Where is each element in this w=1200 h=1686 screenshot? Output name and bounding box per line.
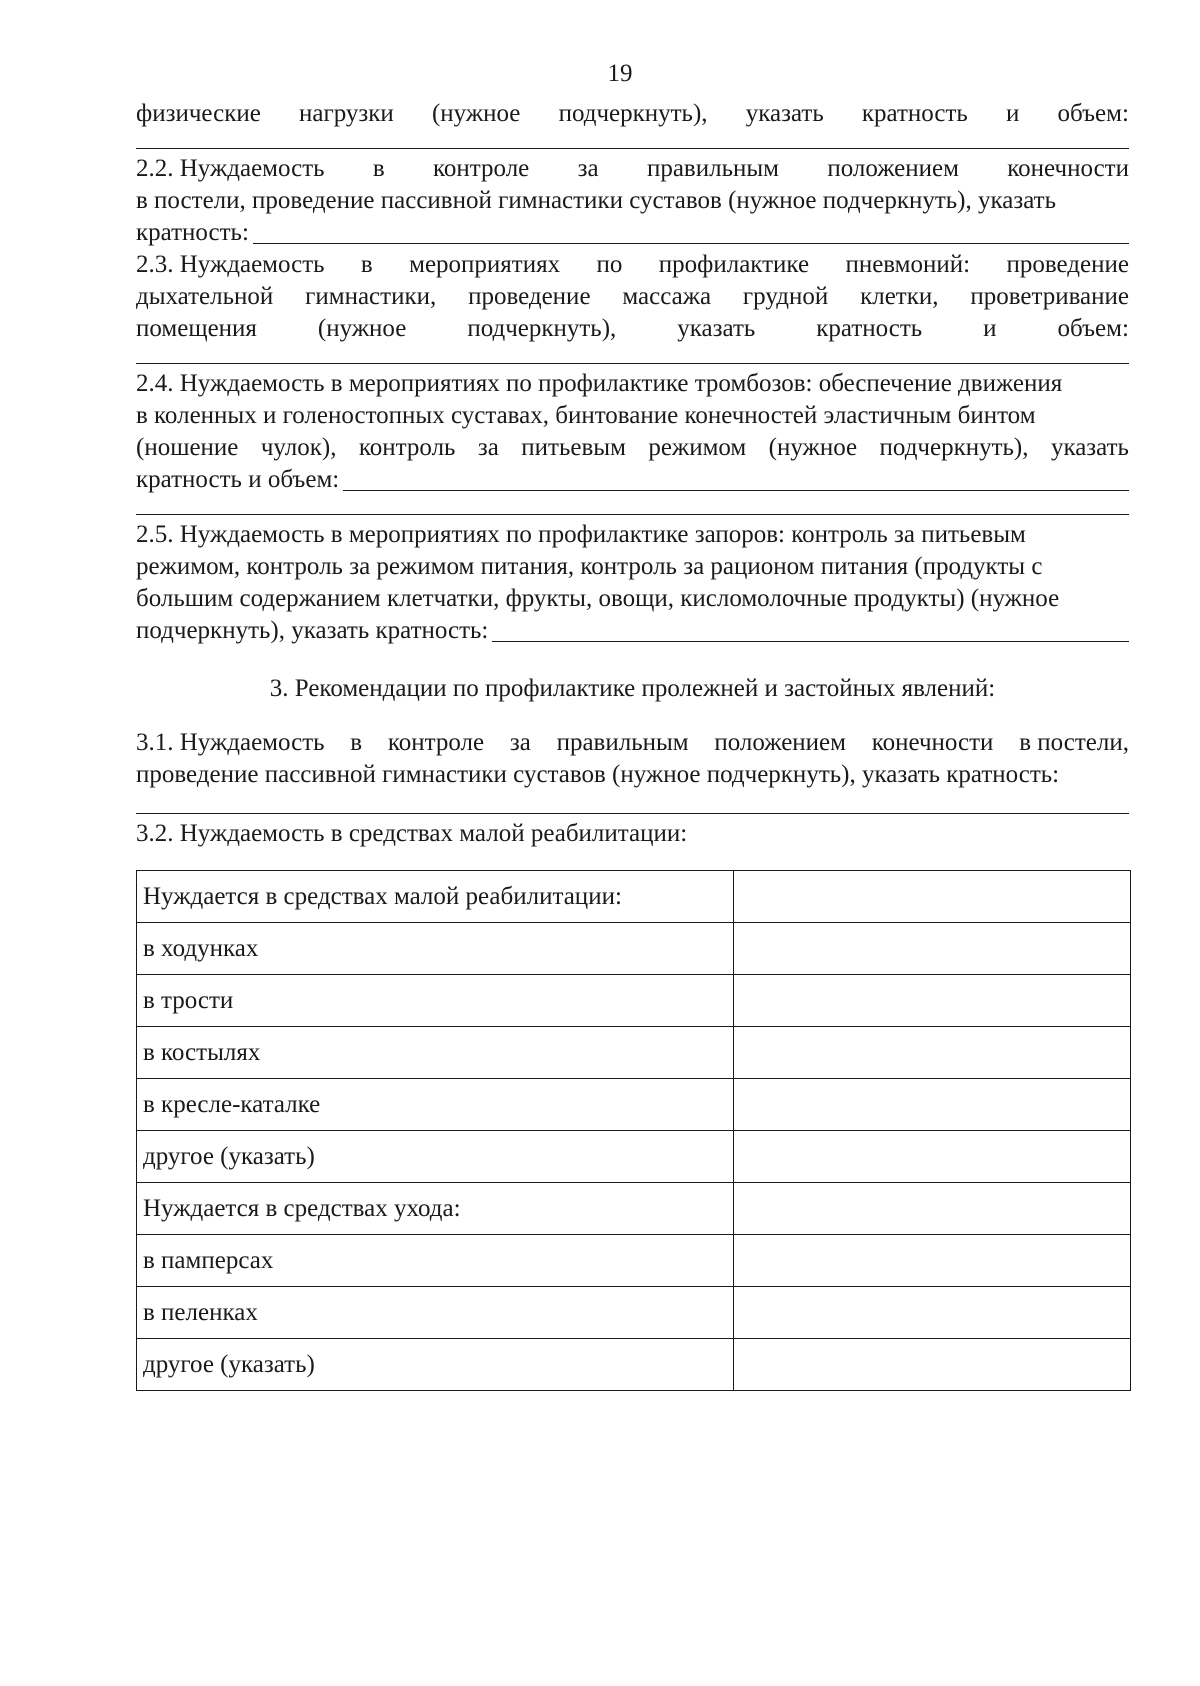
text-line: в постели, проведение пассивной гимнастики суставов (нужное подчеркнуть), указать: [136, 187, 1057, 214]
text-line: кратность и объем:: [136, 464, 1129, 496]
text-line: кратность:: [136, 217, 1129, 249]
table-cell-value[interactable]: [734, 1183, 1131, 1235]
answer-line[interactable]: [253, 217, 1129, 244]
table-cell-label: в костылях: [137, 1027, 734, 1079]
text-line: подчеркнуть), указать кратность:: [136, 615, 1129, 647]
table-row: [137, 1183, 1131, 1235]
document-body: [136, 98, 1129, 1391]
table-row: [137, 923, 1131, 975]
text-line: помещения (нужное подчеркнуть), указать кратность и объем:: [136, 315, 1129, 342]
text-line: проведение пассивной гимнастики суставов (нужное подчеркнуть), указать кратность:: [136, 761, 1060, 788]
text-line: дыхательной гимнастики, проведение массажа грудной клетки, проветривание: [136, 283, 1129, 310]
rehabilitation-table: [136, 870, 1131, 1391]
paragraph-3-1: 3.1. Нуждаемость в контроле за правильным положением конечности в постели,: [136, 729, 1129, 756]
answer-line[interactable]: [136, 791, 1129, 814]
table-cell-value[interactable]: [734, 871, 1131, 923]
table-cell-label: другое (указать): [137, 1131, 734, 1183]
answer-line[interactable]: [343, 464, 1129, 491]
table-row: [137, 1235, 1131, 1287]
paragraph-2-4: 2.4. Нуждаемость в мероприятиях по профилактике тромбозов: обеспечение движения: [136, 370, 1063, 397]
text-line: физические нагрузки (нужное подчеркнуть), указать кратность и объем:: [136, 100, 1129, 127]
table-cell-value[interactable]: [734, 975, 1131, 1027]
table-cell-label: в памперсах: [137, 1235, 734, 1287]
table-cell-value[interactable]: [734, 1339, 1131, 1391]
text-line: в коленных и голеностопных суставах, бинтование конечностей эластичным бинтом: [136, 402, 1036, 429]
page-number: 19: [607, 60, 633, 87]
table-row: [137, 975, 1131, 1027]
paragraph-2-3: 2.3. Нуждаемость в мероприятиях по профилактике пневмоний: проведение: [136, 251, 1129, 278]
answer-line[interactable]: [136, 496, 1129, 515]
table-cell-label: Нуждается в средствах малой реабилитации:: [137, 871, 734, 923]
paragraph-2-5: 2.5. Нуждаемость в мероприятиях по профилактике запоров: контроль за питьевым: [136, 521, 1026, 548]
paragraph-3-2: 3.2. Нуждаемость в средствах малой реабилитации:: [136, 820, 688, 847]
answer-line[interactable]: [492, 615, 1129, 642]
table-cell-value[interactable]: [734, 1287, 1131, 1339]
table-cell-label: в кресле-каталке: [137, 1079, 734, 1131]
table-cell-value[interactable]: [734, 923, 1131, 975]
table-row: [137, 871, 1131, 923]
table-cell-label: Нуждается в средствах ухода:: [137, 1183, 734, 1235]
table-row: [137, 1287, 1131, 1339]
table-cell-label: в трости: [137, 975, 734, 1027]
text-line: режимом, контроль за режимом питания, контроль за рационом питания (продукты с: [136, 553, 1043, 580]
paragraph-2-2: 2.2. Нуждаемость в контроле за правильным положением конечности: [136, 155, 1129, 182]
table-cell-value[interactable]: [734, 1131, 1131, 1183]
table-cell-label: в ходунках: [137, 923, 734, 975]
table-cell-value[interactable]: [734, 1235, 1131, 1287]
table-cell-value[interactable]: [734, 1027, 1131, 1079]
answer-line[interactable]: [136, 130, 1129, 149]
answer-line[interactable]: [136, 345, 1129, 364]
table-cell-label: другое (указать): [137, 1339, 734, 1391]
table-cell-label: в пеленках: [137, 1287, 734, 1339]
section-heading: 3. Рекомендации по профилактике пролежней и застойных явлений:: [269, 675, 996, 702]
table-row: [137, 1131, 1131, 1183]
table-row: [137, 1027, 1131, 1079]
table-row: [137, 1339, 1131, 1391]
table-row: [137, 1079, 1131, 1131]
text-line: (ношение чулок), контроль за питьевым режимом (нужное подчеркнуть), указать: [136, 434, 1129, 461]
table-cell-value[interactable]: [734, 1079, 1131, 1131]
text-line: большим содержанием клетчатки, фрукты, овощи, кисломолочные продукты) (нужное: [136, 585, 1060, 612]
